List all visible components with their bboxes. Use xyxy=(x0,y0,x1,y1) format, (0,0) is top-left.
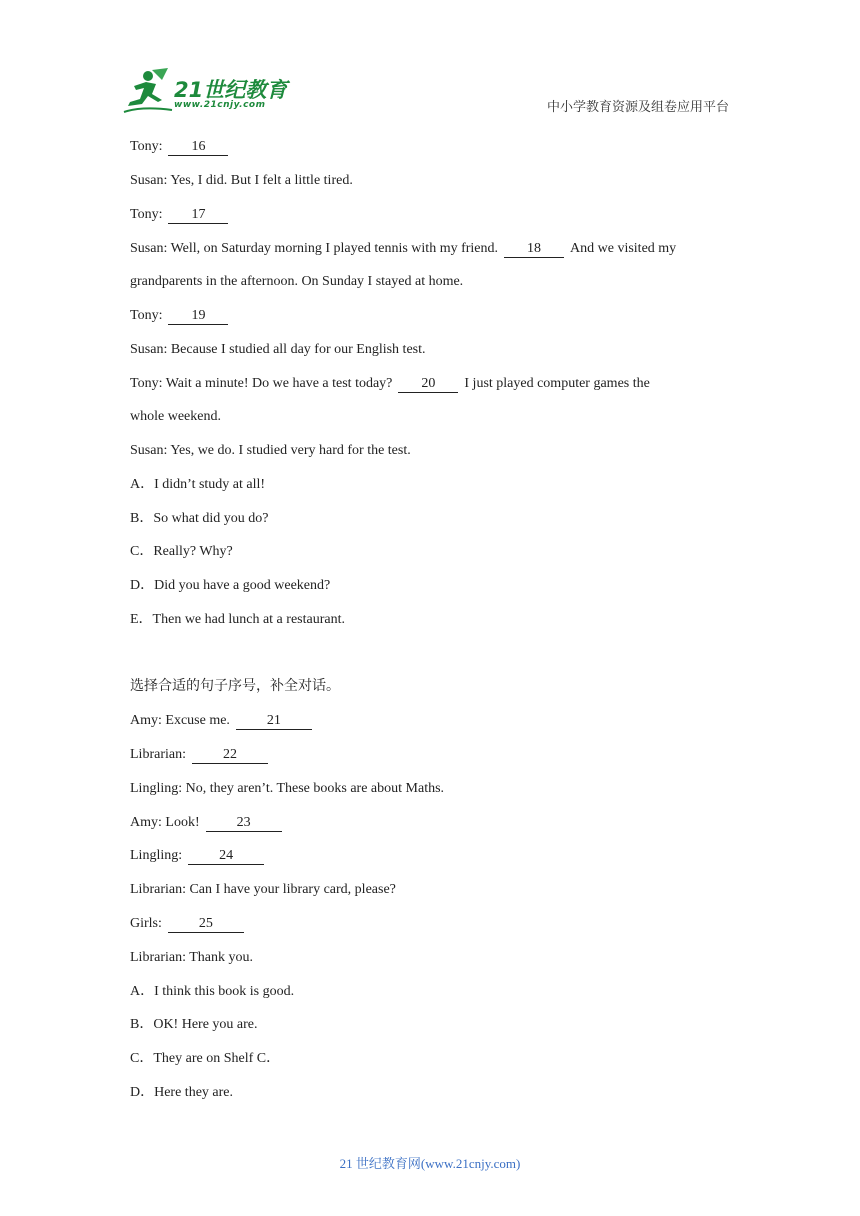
line-text: E．Then we had lunch at a restaurant. xyxy=(130,612,345,627)
dialogue-line xyxy=(130,137,234,157)
line-text: A．I think this book is good. xyxy=(130,984,295,999)
dialogue-line xyxy=(130,171,353,191)
line-text: C．Really? Why? xyxy=(130,544,233,559)
dialogue-line xyxy=(130,576,330,596)
answer-blank[interactable]: 24 xyxy=(188,848,264,865)
logo-sub-text: www.21cnjy.com xyxy=(174,100,266,110)
line-prefix: Tony: Wait a minute! Do we have a test today? xyxy=(130,376,393,391)
line-prefix: Tony: xyxy=(130,139,163,154)
line-text: A．I didn’t study at all! xyxy=(130,477,266,492)
line-suffix: I just played computer games the xyxy=(464,376,650,391)
platform-tagline: 中小学教育资源及组卷应用平台 xyxy=(546,100,729,115)
answer-blank[interactable]: 16 xyxy=(168,139,228,156)
answer-blank[interactable]: 21 xyxy=(236,713,312,730)
line-text: Susan: Yes, I did. But I felt a little tired. xyxy=(130,173,353,188)
line-text: B．So what did you do? xyxy=(130,511,269,526)
line-text: 选择合适的句子序号，补全对话。 xyxy=(130,679,340,694)
dialogue-line xyxy=(130,1015,258,1035)
dialogue-line xyxy=(130,306,234,326)
dialogue-line xyxy=(130,1049,280,1069)
line-prefix: Librarian: xyxy=(130,747,186,762)
dialogue-line xyxy=(130,610,345,630)
dialogue-line xyxy=(130,813,288,833)
dialogue-line xyxy=(130,542,233,562)
answer-blank[interactable]: 23 xyxy=(206,815,282,832)
answer-blank[interactable]: 18 xyxy=(504,241,564,258)
site-logo xyxy=(122,66,292,118)
dialogue-line xyxy=(130,509,268,529)
line-prefix: Amy: Look! xyxy=(130,815,200,830)
dialogue-line xyxy=(130,677,340,697)
line-text: C．They are on Shelf C． xyxy=(130,1051,281,1066)
answer-blank[interactable]: 25 xyxy=(168,916,244,933)
dialogue-line xyxy=(130,407,221,427)
line-text: D．Did you have a good weekend? xyxy=(130,578,331,593)
page-header xyxy=(0,0,860,130)
line-text: grandparents in the afternoon. On Sunday I stayed at home. xyxy=(130,274,464,289)
dialogue-line xyxy=(130,205,234,225)
line-text: Librarian: Thank you. xyxy=(130,950,253,965)
line-text: Susan: Yes, we do. I studied very hard for the test. xyxy=(130,443,411,458)
line-text: B．OK! Here you are. xyxy=(130,1017,258,1032)
logo-main-text: 21世纪教育 xyxy=(174,78,288,102)
runner-logo-icon xyxy=(122,66,180,116)
line-text: whole weekend. xyxy=(130,409,221,424)
dialogue-line xyxy=(130,948,253,968)
dialogue-line xyxy=(130,441,411,461)
line-text: Lingling: No, they aren’t. These books are about Maths. xyxy=(130,781,445,796)
dialogue-line xyxy=(130,745,274,765)
dialogue-line xyxy=(130,1083,233,1103)
line-prefix: Tony: xyxy=(130,207,163,222)
answer-blank[interactable]: 19 xyxy=(168,308,228,325)
line-prefix: Tony: xyxy=(130,308,163,323)
dialogue-line xyxy=(130,374,650,394)
dialogue-line xyxy=(130,340,426,360)
dialogue-line xyxy=(130,880,396,900)
dialogue-line xyxy=(130,846,270,866)
line-prefix: Susan: Well, on Saturday morning I played tennis with my friend. xyxy=(130,241,499,256)
answer-blank[interactable]: 22 xyxy=(192,747,268,764)
page-footer: 21 世纪教育网(www.21cnjy.com) xyxy=(339,1156,521,1171)
dialogue-line xyxy=(130,779,444,799)
dialogue-line xyxy=(130,475,265,495)
line-text: D．Here they are. xyxy=(130,1085,234,1100)
line-prefix: Lingling: xyxy=(130,848,183,863)
dialogue-line xyxy=(130,982,294,1002)
answer-blank[interactable]: 17 xyxy=(168,207,228,224)
line-prefix: Girls: xyxy=(130,916,162,931)
answer-blank[interactable]: 20 xyxy=(398,376,458,393)
dialogue-line xyxy=(130,711,318,731)
line-text: Susan: Because I studied all day for our English test. xyxy=(130,342,426,357)
dialogue-line xyxy=(130,914,250,934)
line-prefix: Amy: Excuse me. xyxy=(130,713,230,728)
line-text: Librarian: Can I have your library card, please? xyxy=(130,882,396,897)
line-suffix: And we visited my xyxy=(570,241,677,256)
dialogue-line xyxy=(130,239,676,259)
dialogue-line xyxy=(130,272,463,292)
